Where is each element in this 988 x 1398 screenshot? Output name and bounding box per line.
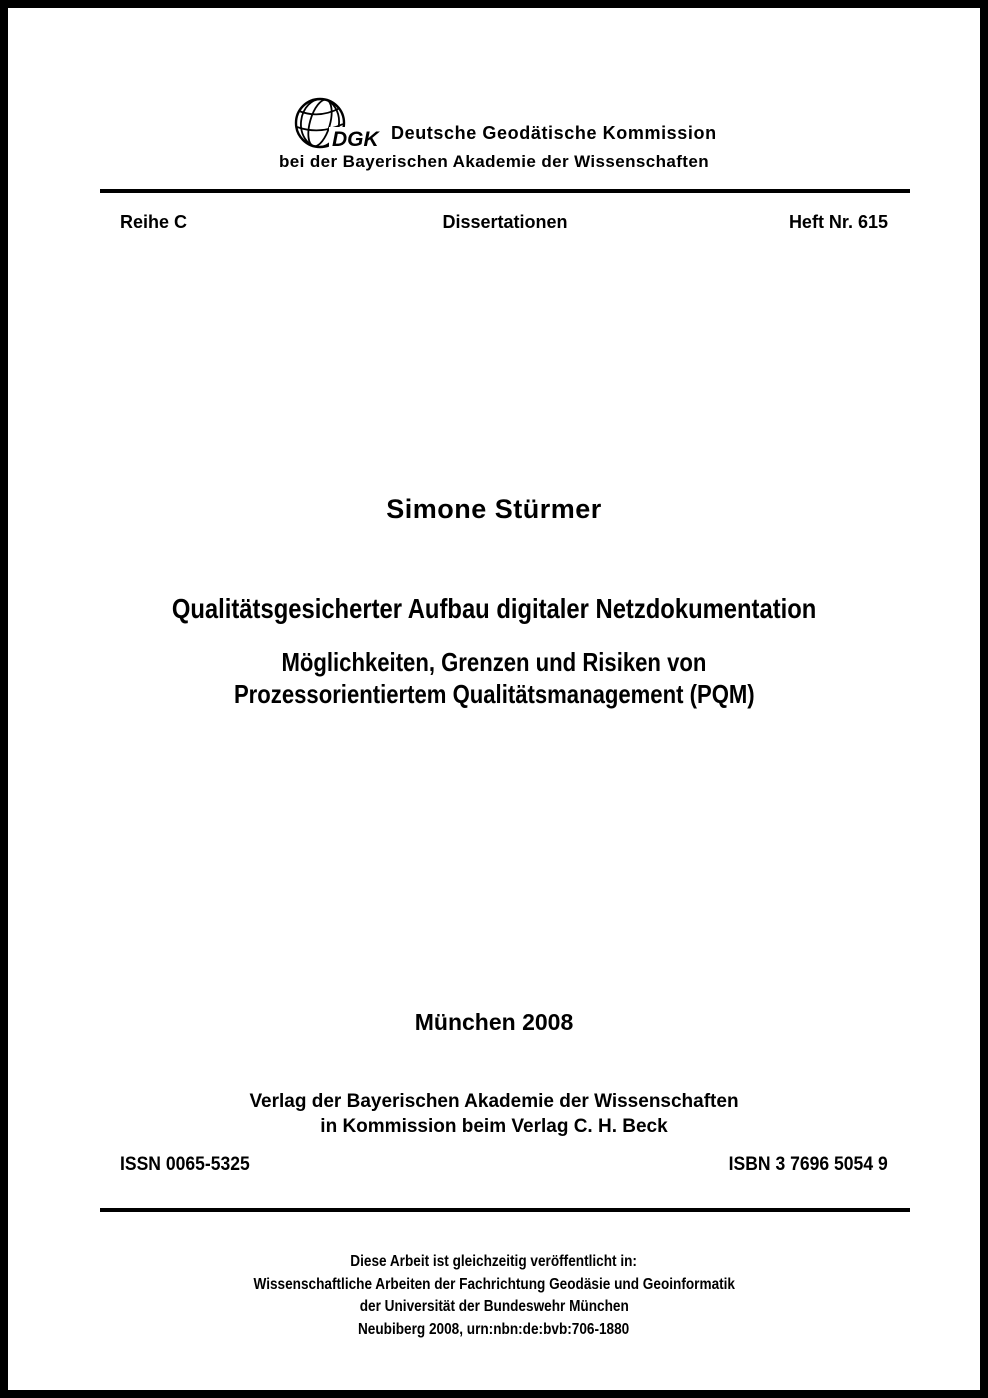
isbn-text: ISBN 3 7696 5054 9 bbox=[728, 1153, 888, 1175]
author-name: Simone Stürmer bbox=[386, 494, 602, 524]
imprint-line2: in Kommission beim Verlag C. H. Beck bbox=[320, 1116, 668, 1137]
series-name: Reihe C bbox=[120, 212, 188, 232]
document-title bbox=[8, 593, 980, 625]
issn-text: ISSN 0065-5325 bbox=[120, 1153, 250, 1175]
place-year: München 2008 bbox=[414, 1009, 574, 1035]
publisher-subline: bei der Bayerischen Akademie der Wissenschaften bbox=[279, 152, 709, 171]
document-subtitle-line1-text: Möglichkeiten, Grenzen und Risiken von bbox=[281, 647, 707, 677]
colophon-line1: Diese Arbeit ist gleichzeitig veröffentlicht in: bbox=[350, 1253, 638, 1270]
document-subtitle-line2-text: Prozessorientiertem Qualitätsmanagement (PQM) bbox=[233, 679, 755, 709]
logo-text: DGK bbox=[332, 128, 379, 150]
colophon-line3: der Universität der Bundeswehr München bbox=[359, 1298, 629, 1315]
imprint-line1: Verlag der Bayerischen Akademie der Wissenschaften bbox=[249, 1091, 739, 1112]
isbn bbox=[711, 1153, 910, 1176]
colophon-line4: Neubiberg 2008, urn:nbn:de:bvb:706-1880 bbox=[358, 1320, 630, 1338]
imprint bbox=[8, 1089, 980, 1139]
publisher-name: Deutsche Geodätische Kommission bbox=[391, 123, 717, 143]
document-subtitle-line2 bbox=[8, 679, 980, 710]
identifier-row bbox=[100, 1153, 910, 1176]
publisher-header bbox=[8, 94, 980, 150]
document-subtitle-line1 bbox=[8, 647, 980, 678]
issue-number: Heft Nr. 615 bbox=[788, 212, 888, 232]
series-type: Dissertationen bbox=[442, 212, 568, 232]
issn bbox=[100, 1153, 264, 1176]
colophon-line2: Wissenschaftliche Arbeiten der Fachrichtung Geodäsie und Geoinformatik bbox=[253, 1275, 735, 1293]
dgk-globe-logo-icon bbox=[293, 96, 387, 150]
top-divider bbox=[100, 189, 910, 193]
colophon bbox=[8, 1251, 980, 1341]
bottom-divider bbox=[100, 1208, 910, 1212]
document-title-text: Qualitätsgesicherter Aufbau digitaler Netzdokumentation bbox=[171, 593, 817, 624]
series-row bbox=[100, 212, 910, 233]
